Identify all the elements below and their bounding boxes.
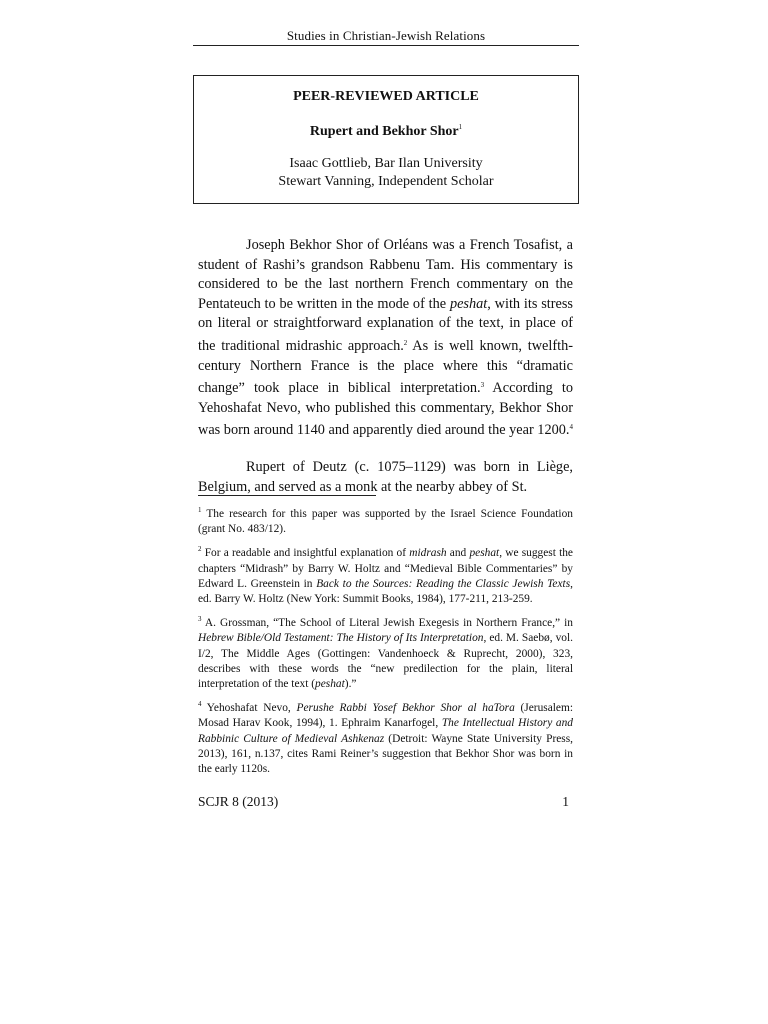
footnote-1-number: 1 [198, 506, 202, 514]
footnote-4-number: 4 [198, 700, 202, 709]
fn2-italic-1: midrash [409, 547, 447, 560]
footnote-rule [198, 495, 376, 496]
fn2-text-b: and [446, 547, 470, 560]
body-paragraph-2: Rupert of Deutz (c. 1075–1129) was born in Liège, Belgium, and served as a monk at the nearby abbey of St. [198, 458, 573, 495]
fn3-text-a: A. Grossman, “The School of Literal Jewish Exegesis in Northern France,” in [201, 617, 573, 630]
author-list [194, 155, 578, 191]
fn2-italic-3: Back to the Sources: Reading the Classic Jewish Texts [316, 577, 571, 590]
footnote-1-text: The research for this paper was supported by the Israel Science Foundation (grant No. 483/12). [198, 508, 573, 536]
page-number: 1 [562, 794, 569, 809]
fn3-text-c: ).” [344, 678, 357, 691]
footnote-2-number: 2 [198, 545, 202, 554]
p1-peshat-italic: peshat [449, 295, 488, 312]
body-text [198, 236, 573, 497]
footnote-3-number: 3 [198, 615, 202, 624]
page-footer [198, 794, 573, 810]
fn2-text-c: , we suggest the chapters “Midrash” by Barry W. Holtz and “Medieval Bible Commentaries” by Edward L. Greenstein in [198, 547, 573, 590]
article-type-heading: PEER-REVIEWED ARTICLE [293, 89, 479, 104]
author-2: Stewart Vanning, Independent Scholar [278, 174, 494, 189]
fn3-italic-2: peshat [315, 678, 345, 691]
fn3-italic-1: Hebrew Bible/Old Testament: The History of Its Interpretation [198, 632, 484, 645]
fn4-text-b: (Jerusalem: Mosad Harav Kook, 1994), 1. Ephraim Kanarfogel, [198, 702, 574, 730]
footnote-2 [198, 542, 573, 607]
journal-citation: SCJR 8 (2013) [198, 794, 279, 809]
p1-text-d: According to Yehoshafat Nevo, who published this commentary, Bekhor Shor was born around 1140 and apparently died around the year 1200. [198, 380, 574, 439]
footnote-4 [198, 697, 573, 777]
footnote-3 [198, 612, 573, 692]
footnote-marker-2: 2 [403, 338, 408, 347]
footnote-marker-3: 3 [480, 381, 485, 390]
fn2-text-d: , ed. Barry W. Holtz (New York: Summit Books, 1984), 177-211, 213-259. [198, 577, 573, 606]
p1-text-b: , with its stress on literal or straightforward explanation of the text, in place of the traditional midrashic approach. [198, 295, 573, 354]
fn4-text-c: (Detroit: Wayne State University Press, 2013), 161, n.137, cites Rami Reiner’s suggestion that Bekhor Shor was born in the early 1120s. [198, 732, 574, 776]
footnote-marker-4: 4 [569, 423, 573, 432]
header-rule [193, 45, 579, 46]
p1-text-c: As is well known, twelfth-century Northern France is the place where this “dramatic change” took place in biblical interpretation. [198, 337, 573, 397]
title-box [193, 75, 579, 204]
article-title [194, 123, 578, 140]
author-1: Isaac Gottlieb, Bar Ilan University [289, 156, 483, 171]
fn4-text-a: Yehoshafat Nevo, [201, 702, 297, 715]
fn4-italic-2: The Intellectual History and Rabbinic Culture of Medieval Ashkenaz [198, 717, 573, 745]
article-page [193, 0, 579, 1024]
p1-text-a: Joseph Bekhor Shor of Orléans was a French Tosafist, a student of Rashi’s grandson Rabbenu Tam. His commentary is considered to be the last northern French commentary on the Pentateuch to be written in the mode of the [198, 237, 573, 312]
footnotes [198, 503, 573, 782]
article-title-text: Rupert and Bekhor Shor [309, 124, 459, 139]
fn2-italic-2: peshat [469, 547, 500, 560]
title-footnote-marker: 1 [458, 123, 463, 131]
footnote-1 [198, 503, 573, 537]
fn3-text-b: , ed. M. Saebø, vol. I/2, The Middle Ages (Gottingen: Vandenhoeck & Ruprecht, 2000), 323, describes with these words the “new predilection for the plain, literal interpretation of the text ( [198, 632, 573, 691]
fn2-text-a: For a readable and insightful explanation of [201, 547, 410, 560]
running-head: Studies in Christian-Jewish Relations [286, 28, 486, 43]
body-paragraph-1 [198, 236, 573, 441]
fn4-italic-1: Perushe Rabbi Yosef Bekhor Shor al haTora [296, 702, 515, 715]
